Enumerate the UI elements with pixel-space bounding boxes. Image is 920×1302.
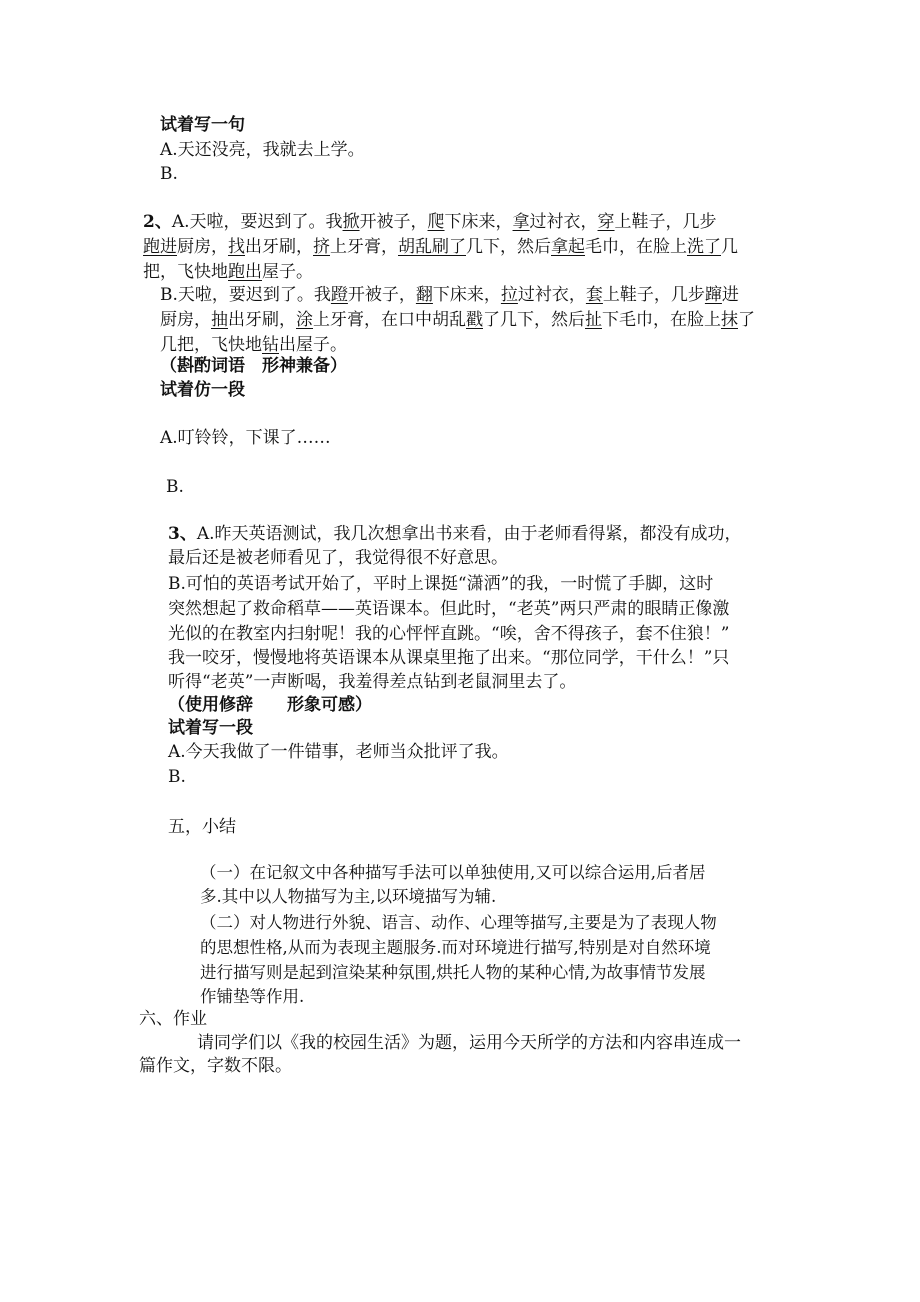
- sentence-a-2: A.叮铃铃，下课了……: [160, 428, 331, 448]
- example-2b-paragraph: [160, 283, 755, 358]
- exercise-heading-1: 试着写一句: [160, 115, 245, 135]
- text-segment: 屋子。: [262, 262, 313, 282]
- underlined-verb: 洗了: [687, 237, 721, 257]
- text-segment: 毛巾，在脸上: [585, 237, 687, 257]
- underlined-verb: 拿: [512, 212, 530, 232]
- text-segment: 出牙刷，: [245, 237, 313, 257]
- text-segment: B.天啦，要迟到了。我: [160, 285, 331, 305]
- text-segment: 开被子，: [359, 212, 428, 232]
- section-number-3: 3、: [168, 524, 197, 544]
- example-3b-line-3: 光似的在教室内扫射呢！我的心怦怦直跳。“唉，舍不得孩子，套不住狼！”: [168, 624, 730, 644]
- homework-heading: 六、作业: [139, 1009, 207, 1029]
- text-segment: 几把，飞快地: [160, 335, 262, 355]
- underlined-verb: 胡乱刷了: [398, 237, 466, 257]
- text-segment: 下毛巾，在脸上: [602, 310, 721, 330]
- underlined-verb: 抽: [211, 310, 228, 330]
- text-segment: 上鞋子，几步: [614, 212, 717, 232]
- underlined-verb: 套: [585, 285, 603, 305]
- sentence-a-3: A.今天我做了一件错事，老师当众批评了我。: [168, 742, 509, 762]
- underlined-verb: 涂: [296, 310, 313, 330]
- underlined-verb: 蹬: [330, 285, 348, 305]
- homework-line-1: 请同学们以《我的校园生活》为题，运用今天所学的方法和内容串连成一: [197, 1033, 741, 1053]
- text-segment: 了: [738, 310, 755, 330]
- text-segment: 出屋子。: [279, 335, 347, 355]
- text-segment: 几: [721, 237, 738, 257]
- exercise-heading-3: 试着写一段: [168, 718, 253, 738]
- text-segment: 厨房，: [160, 310, 211, 330]
- text-segment: 几下，然后: [466, 237, 551, 257]
- underlined-verb: 跑出: [228, 262, 262, 282]
- underlined-verb: 找: [228, 237, 245, 257]
- exercise-heading-2: 试着仿一段: [160, 380, 245, 400]
- underlined-verb: 掀: [342, 212, 360, 232]
- example-3b-line-5: 听得“老英”一声断喝，我羞得差点钻到老鼠洞里去了。: [168, 672, 577, 692]
- sentence-b-3: B.: [168, 767, 186, 787]
- text-segment: 过衬衣，: [517, 285, 586, 305]
- underlined-verb: 拿起: [551, 237, 585, 257]
- technique-note-3: （使用修辞 形象可感）: [168, 695, 372, 715]
- text-segment: 下床来，: [444, 212, 513, 232]
- text-segment: 下床来，: [432, 285, 501, 305]
- example-3b-line-2: 突然想起了救命稻草——英语课本。但此时，“老英”两只严肃的眼睛正像激: [168, 599, 730, 619]
- text-segment: 上鞋子，几步: [602, 285, 705, 305]
- sentence-b-2: B.: [166, 477, 184, 497]
- underlined-verb: 蹿: [704, 285, 722, 305]
- sentence-a-1: A.天还没亮，我就去上学。: [160, 140, 365, 160]
- text-segment: 厨房，: [177, 237, 228, 257]
- text-segment: 进: [721, 285, 739, 305]
- sentence-b-1: B.: [160, 164, 178, 184]
- underlined-verb: 爬: [427, 212, 445, 232]
- homework-line-2: 篇作文，字数不限。: [139, 1056, 292, 1076]
- underlined-verb: 戳: [466, 310, 483, 330]
- underlined-verb: 钻: [262, 335, 279, 355]
- example-2a-paragraph: [143, 210, 738, 285]
- summary-p2-line-4: 作铺垫等作用.: [200, 987, 305, 1006]
- text-segment: 了几下，然后: [483, 310, 585, 330]
- summary-p1-line-1: （一）在记叙文中各种描写手法可以单独使用,又可以综合运用,后者居: [200, 863, 706, 882]
- text-segment: 出牙刷，: [228, 310, 296, 330]
- text-segment: A.天啦，要迟到了。我: [171, 212, 343, 232]
- underlined-verb: 翻: [415, 285, 433, 305]
- technique-note-2: （斟酌词语 形神兼备）: [160, 356, 347, 376]
- text-segment: 上牙膏，在口中胡乱: [313, 310, 466, 330]
- underlined-verb: 拉: [500, 285, 518, 305]
- underlined-verb: 抹: [721, 310, 738, 330]
- summary-p2-line-2: 的思想性格,从而为表现主题服务.而对环境进行描写,特别是对自然环境: [200, 938, 711, 957]
- text-segment: 开被子，: [347, 285, 416, 305]
- underlined-verb: 扯: [585, 310, 602, 330]
- text-segment: 2、: [143, 212, 172, 232]
- underlined-verb: 穿: [597, 212, 615, 232]
- text-segment: 把，飞快地: [143, 262, 228, 282]
- underlined-verb: 挤: [313, 237, 330, 257]
- text-segment: 过衬衣，: [529, 212, 598, 232]
- text-segment: 上牙膏，: [330, 237, 398, 257]
- summary-p2-line-3: 进行描写则是起到渲染某种氛围,烘托人物的某种心情,为故事情节发展: [200, 963, 706, 982]
- underlined-verb: 跑进: [143, 237, 177, 257]
- summary-heading: 五，小结: [168, 817, 236, 837]
- summary-p1-line-2: 多.其中以人物描写为主,以环境描写为辅.: [200, 887, 497, 906]
- example-3a-line-1: 3、A.昨天英语测试，我几次想拿出书来看，由于老师看得紧，都没有成功，: [168, 524, 742, 544]
- example-3b-line-1: B.可怕的英语考试开始了，平时上课挺“潇洒”的我，一时慌了手脚，这时: [168, 574, 714, 594]
- example-3a-line-2: 最后还是被老师看见了，我觉得很不好意思。: [168, 548, 508, 568]
- example-3b-line-4: 我一咬牙，慢慢地将英语课本从课桌里拖了出来。“那位同学，干什么！”只: [168, 648, 730, 668]
- summary-p2-line-1: （二）对人物进行外貌、语言、动作、心理等描写,主要是为了表现人物: [200, 913, 717, 932]
